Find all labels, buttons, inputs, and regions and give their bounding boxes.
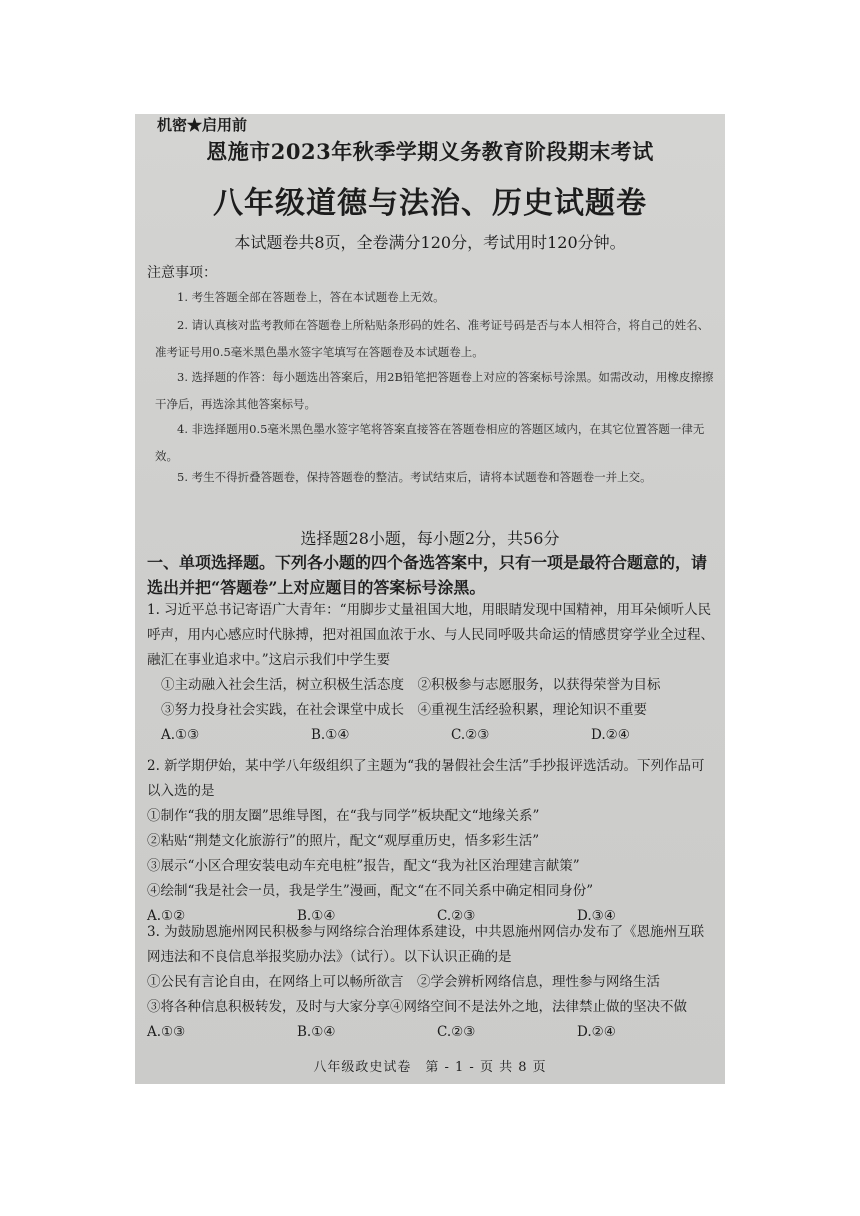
answer-options [147,1020,715,1045]
notice-item-text: 5. 考生不得折叠答题卷，保持答题卷的整洁。考试结束后，请将本试题卷和答题卷一并上交。 [177,470,652,484]
paper-title: 八年级道德与法治、历史试题卷 [213,186,647,221]
notice-item [155,284,715,311]
option-d: D.②④ [577,1024,616,1040]
option-c: C.②③ [451,727,490,743]
notice-item-text: 4. 非选择题用0.5毫米黑色墨水签字笔将答案直接答在答题卷相应的答题区域内，在其它位置答题一律无效。 [155,422,705,463]
notice-heading: 注意事项： [147,265,217,281]
notice-item-text: 1. 考生答题全部在答题卷上，答在本试题卷上无效。 [177,290,445,304]
notice-item [155,416,715,470]
question-item: ④绘制“我是社会一员，我是学生”漫画，配文“在不同关系中确定相同身份” [147,883,594,899]
question-stem: 1. 习近平总书记寄语广大青年：“用脚步丈量祖国大地，用眼睛发现中国精神，用耳朵倾听人民呼声，用内心感应时代脉搏，把对祖国血浓于水、与人民同呼吸共命运的情感贯穿学业全过程、融汇在事业追求中。”这启示我们中学生要 [147,602,714,668]
question-1 [147,598,715,748]
notice-item [155,312,715,366]
option-d: D.②④ [591,727,630,743]
option-b: B.①④ [311,727,350,743]
option-b: B.①④ [297,908,336,924]
option-c: C.②③ [437,1024,476,1040]
option-a: A.①③ [147,1024,186,1040]
option-a: A.①② [147,908,186,924]
question-item: ③展示“小区合理安装电动车充电桩”报告，配文“我为社区治理建言献策” [147,858,580,874]
question-item: ①公民有言论自由，在网络上可以畅所欲言 ②学会辨析网络信息，理性参与网络生活 [147,974,660,990]
exam-paper-photo [135,114,725,1084]
question-item: ①主动融入社会生活，树立积极生活态度 ②积极参与志愿服务，以获得荣誉为目标 [161,677,661,693]
notice-item-text: 3. 选择题的作答：每小题选出答案后，用2B铅笔把答题卷上对应的答案标号涂黑。如需改动，用橡皮擦擦干净后，再选涂其他答案标号。 [155,370,714,411]
question-3 [147,920,715,1045]
option-d: D.③④ [577,908,616,924]
notice-item [155,364,715,418]
answer-options [147,723,715,748]
question-stem: 3. 为鼓励恩施州网民积极参与网络综合治理体系建设，中共恩施州网信办发布了《恩施州互联网违法和不良信息举报奖励办法》（试行）。以下认识正确的是 [147,924,705,965]
question-item: ③将各种信息积极转发，及时与大家分享④网络空间不是法外之地，法律禁止做的坚决不做 [147,999,687,1015]
paper-subtitle: 本试题卷共8页，全卷满分120分，考试用时120分钟。 [234,233,626,252]
confidential-label: 机密★启用前 [157,116,248,134]
option-c: C.②③ [437,908,476,924]
option-b: B.①④ [297,1024,336,1040]
notice-item-text: 2. 请认真核对监考教师在答题卷上所粘贴条形码的姓名、准考证号码是否与本人相符合，将自己的姓名、准考证号用0.5毫米黑色墨水签字笔填写在答题卷及本试题卷上。 [155,318,710,359]
question-item: ①制作“我的朋友圈”思维导图，在“我与同学”板块配文“地缘关系” [147,808,540,824]
notice-item [155,464,715,491]
exam-title: 恩施市2023年秋季学期义务教育阶段期末考试 [206,139,654,164]
question-2 [147,754,715,929]
question-stem: 2. 新学期伊始，某中学八年级组织了主题为“我的暑假社会生活”手抄报评选活动。下列作品可以入选的是 [147,758,705,799]
question-item: ③努力投身社会实践，在社会课堂中成长 ④重视生活经验积累，理论知识不重要 [161,702,647,718]
question-item: ②粘贴“荆楚文化旅游行”的照片，配文“观厚重历史，悟多彩生活” [147,833,540,849]
option-a: A.①③ [161,727,200,743]
part-instructions: 一、单项选择题。下列各小题的四个备选答案中，只有一项是最符合题意的，请选出并把“答题卷”上对应题目的答案标号涂黑。 [147,553,708,597]
section-heading: 选择题28小题，每小题2分，共56分 [300,529,560,548]
page-footer: 八年级政史试卷 第 - 1 - 页 共 8 页 [313,1060,547,1075]
